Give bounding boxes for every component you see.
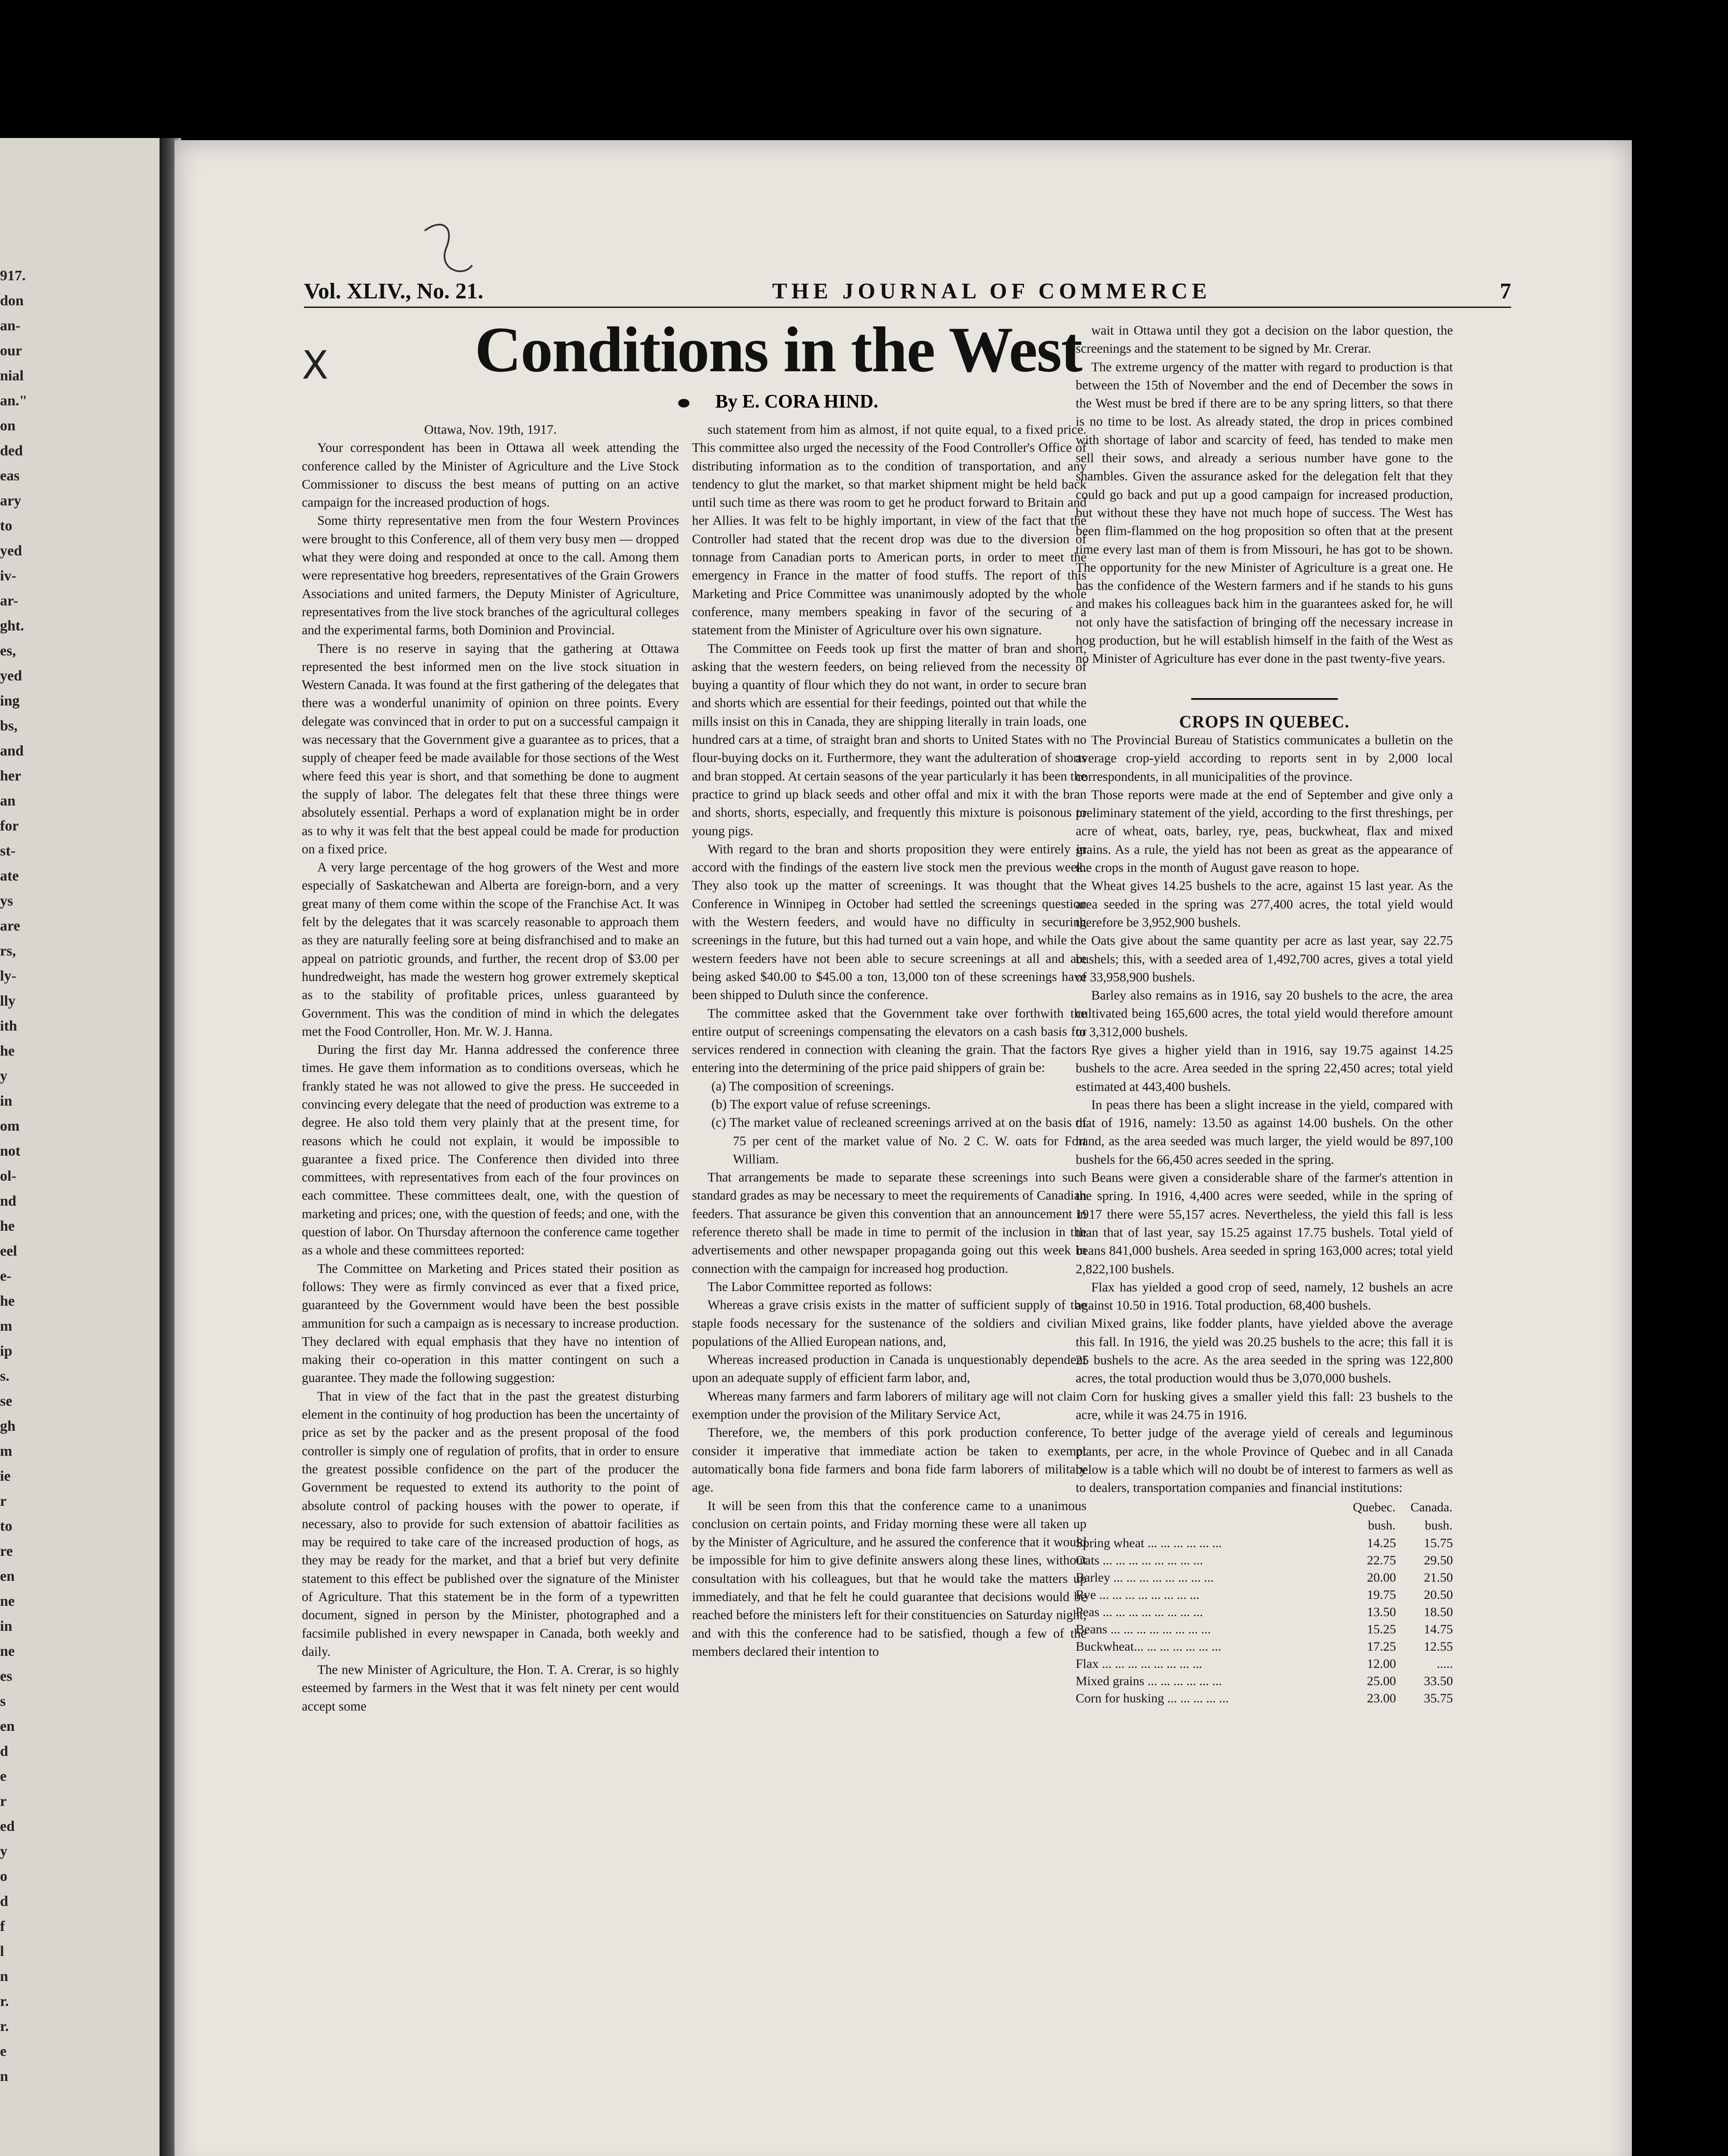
quebec-value: 23.00 — [1367, 1691, 1396, 1706]
article-byline — [390, 390, 1166, 412]
paragraph: To better judge of the average yield of cereals and leguminous plants, per acre, in the whole Province of Quebec and in all Canada below is a table which will no doubt be of interest to farmers as well as to dealers, transportation companies and financial institutions: — [1076, 1426, 1453, 1495]
left-page-fragment: es — [0, 1668, 13, 1684]
volume-number: Vol. XLIV., No. 21. — [304, 279, 484, 304]
quebec-value: 17.25 — [1367, 1639, 1396, 1654]
table-row — [1076, 1535, 1453, 1552]
left-page-fragment: on — [0, 418, 16, 434]
left-page-fragment: eel — [0, 1243, 17, 1259]
dateline: Ottawa, Nov. 19th, 1917. — [424, 422, 557, 437]
crop-name: Spring wheat ... ... ... ... ... ... — [1076, 1536, 1222, 1551]
article-column-1 — [302, 420, 679, 1715]
left-page-fragment: e — [0, 1768, 7, 1784]
paragraph: Rye gives a higher yield than in 1916, say 19.75 against 14.25 bushels to the acre. Area seeded in the spring 22,450 acres; total yield estimated at 443,400 bushels. — [1076, 1042, 1453, 1094]
left-page-fragment: ne — [0, 1643, 15, 1659]
crop-name: Flax ... ... ... ... ... ... ... ... — [1076, 1657, 1202, 1671]
left-page-fragment: ol- — [0, 1168, 16, 1184]
left-page-fragment: r. — [0, 1993, 9, 2009]
table-row — [1076, 1586, 1453, 1604]
adjacent-page-edge — [0, 138, 160, 2156]
left-page-fragment: s. — [0, 1368, 9, 1384]
paragraph: It will be seen from this that the conference came to a unanimous conclusion on certain points, and Friday morning these were all taken up by the Minister of Agriculture, and he assured the conference that it would be impossible for him to give definite answers along these lines, without consultation with his colleagues, but that he would take the matters up immediately, and that he felt he could guarantee that decisions would be reached before the ministers left for their constituencies on Saturday night, and with this the conference had to be satisfied, though a few of the members declared their intention to — [692, 1498, 1086, 1659]
left-page-fragment: d — [0, 1743, 8, 1759]
left-page-fragment: an — [0, 793, 16, 809]
left-page-fragment: ate — [0, 868, 19, 884]
canada-value: 29.50 — [1424, 1553, 1453, 1568]
table-row — [1076, 1638, 1453, 1655]
paragraph: The Committee on Feeds took up first the matter of bran and short, asking that the western feeders, on being relieved from the necessity of buying a quantity of flour which they do not want, in order to secure bran and shorts which are essential for their feedings, pointed out that while the mills insist on this in Canada, they are shipping literally in train loads, one hundred cars at a time, of straight bran and shorts to United States with no flour-buying docks on it. Furthermore, they want the adulteration of shorts and bran stopped. At certain seasons of the year particularly it has been the practice to grind up black seeds and other offal and mix it with the bran and shorts, shorts, especially, and frequently this mixture is poisonous to young pigs. — [692, 641, 1086, 838]
canada-value: ..... — [1437, 1657, 1453, 1671]
paragraph: Those reports were made at the end of September and give only a preliminary statement of the yield, according to the first threshings, per acre of wheat, oats, barley, rye, peas, buckwheat, flax and mixed grains. As a rule, the yield has not been as great as the appearance of the crops in the month of August gave reason to hope. — [1076, 787, 1453, 875]
left-page-fragment: ly- — [0, 968, 16, 984]
table-header-row — [1076, 1498, 1453, 1517]
left-page-fragment: s — [0, 1693, 6, 1709]
canada-value: 20.50 — [1424, 1588, 1453, 1602]
left-page-fragment: n — [0, 1968, 8, 1984]
left-page-fragment: m — [0, 1443, 13, 1459]
article-title: Conditions in the West — [475, 314, 1082, 385]
left-page-fragment: eas — [0, 468, 20, 484]
paragraph: Your correspondent has been in Ottawa all week attending the conference called by the Minister of Agriculture and the Live Stock Commissioner to discuss the best means of putting on an active campaign for the increased production of hogs. — [302, 440, 679, 510]
paragraph: That in view of the fact that in the past the greatest disturbing element in the continuity of hog production has been the uncertainty of price as set by the packer and as the present proposal of the food controller is simply one of regulation of profits, that in order to ensure the greatest possible confidence on the part of the producer the Government be requested to extend its authority to the point of absolute control of packing houses with the power to operate, if necessary, also to provide for such extension of abattoir facilities as may be required to take care of the increased production of hogs, as they may be ready for the market, and that a brief but very definite statement to this effect be published over the signature of the Minister of Agriculture. That this statement be in the form of a typewritten document, signed in person by the Minister, photographed and a facsimile published in every newspaper in Canada, both weekly and daily. — [302, 1388, 679, 1659]
left-page-fragment: yed — [0, 668, 22, 684]
crop-name: Oats ... ... ... ... ... ... ... ... — [1076, 1553, 1203, 1568]
paragraph: The extreme urgency of the matter with regard to production is that between the 15th of November and the end of December the sows in the West must be bred if there are to be any spring litters, so that there is no time to be lost. As already stated, the drop in prices combined with shortage of labor and scarcity of feed, has tended to make men sell their sows, and already a serious number have gone to the shambles. Given the assurance asked for the delegation felt that they could go back and put up a good campaign for increased production, but without these they have not much hope of success. The West has been flim-flammed on the hog proposition so often that at the present time every last man of them is from Missouri, he has got to be shown. The opportunity for the new Minister of Agriculture is a great one. He has the confidence of the Western farmers and if he stands to his guns and makes his colleagues back him in the guarantees asked for, he will not only have the satisfaction of bringing off the necessary increase in hog production, but he will establish himself in the faith of the West as no Minister of Agriculture has ever done in the past twenty-five years. — [1076, 359, 1453, 666]
left-page-fragment: es, — [0, 643, 16, 659]
paragraph: Flax has yielded a good crop of seed, namely, 12 bushels an acre against 10.50 in 1916. Total production, 68,400 bushels. — [1076, 1279, 1453, 1313]
left-page-fragment: re — [0, 1543, 13, 1559]
paragraph: Whereas increased production in Canada is unquestionably dependent upon an adequate supply of efficient farm labor, and, — [692, 1352, 1086, 1385]
left-page-fragment: r — [0, 1793, 7, 1809]
quebec-value: 15.25 — [1367, 1622, 1396, 1637]
crop-name: Corn for husking ... ... ... ... ... — [1076, 1691, 1229, 1706]
paragraph: wait in Ottawa until they got a decision on the labor question, the screenings and the statement to be signed by Mr. Crerar. — [1076, 323, 1453, 356]
left-page-fragment: iv- — [0, 568, 16, 584]
list-item: (b) The export value of refuse screenings. — [711, 1097, 931, 1112]
left-page-fragment: to — [0, 518, 13, 534]
left-page-fragment: r — [0, 1493, 7, 1509]
section-divider — [1191, 698, 1338, 700]
table-row — [1076, 1690, 1453, 1707]
left-page-fragment: l — [0, 1943, 4, 1959]
left-page-fragment: ing — [0, 693, 20, 709]
left-page-fragment: ary — [0, 493, 22, 509]
margin-x-mark: X — [302, 343, 329, 388]
canada-value: 35.75 — [1424, 1691, 1453, 1706]
left-page-fragment: e- — [0, 1268, 12, 1284]
column-2-list — [692, 1077, 1086, 1168]
crop-name: Mixed grains ... ... ... ... ... ... — [1076, 1674, 1222, 1689]
paragraph: Beans were given a considerable share of the farmer's attention in the spring. In 1916, 4,400 acres were seeded, while in the spring of 1917 there were 55,157 acres. Nevertheless, the yield this fall is less than that of last year, say 15.25 against 17.75 bushels. Total yield of beans 841,000 bushels. Area seeded in spring 163,000 acres; total yield 2,822,100 bushels. — [1076, 1170, 1453, 1276]
table-row — [1076, 1604, 1453, 1621]
canada-value: 12.55 — [1424, 1639, 1453, 1654]
quebec-column-header: Quebec. — [1352, 1500, 1396, 1515]
bullet-icon — [678, 399, 689, 407]
left-page-fragment: in — [0, 1093, 13, 1109]
left-page-fragment: and — [0, 743, 24, 759]
table-row — [1076, 1621, 1453, 1638]
left-page-fragment: ys — [0, 893, 13, 909]
left-page-fragment: he — [0, 1218, 15, 1234]
left-page-fragment: don — [0, 293, 24, 309]
left-page-fragment: he — [0, 1293, 15, 1309]
quebec-value: 13.50 — [1367, 1605, 1396, 1620]
crop-name: Rye ... ... ... ... ... ... ... ... — [1076, 1588, 1200, 1602]
quebec-value: 19.75 — [1367, 1588, 1396, 1602]
list-item: (c) The market value of recleaned screenings arrived at on the basis of 75 per cent of the market value of No. 2 C. W. oats for Fort William. — [711, 1115, 1086, 1166]
left-page-fragment: ith — [0, 1018, 17, 1034]
paragraph: That arrangements be made to separate these screenings into such standard grades as may be necessary to meet the requirements of Canadian feeders. That assurance be given this convention that an announcement in reference thereto shall be made in time to permit of the inclusion in the advertisements and other newspaper propaganda going out this week in connection with the campaign for increased hog production. — [692, 1170, 1086, 1276]
left-page-fragment: are — [0, 918, 20, 934]
column-2-paragraphs — [692, 420, 1086, 1077]
paragraph: Corn for husking gives a smaller yield this fall: 23 bushels to the acre, while it was 24.75 in 1916. — [1076, 1389, 1453, 1422]
left-page-fragment: nial — [0, 368, 24, 384]
left-page-fragment: f — [0, 1918, 5, 1934]
canada-unit: bush. — [1424, 1518, 1453, 1533]
quebec-value: 22.75 — [1367, 1553, 1396, 1568]
quebec-heading: CROPS IN QUEBEC. — [1179, 711, 1349, 731]
canada-column-header: Canada. — [1410, 1500, 1453, 1515]
paragraph: Whereas many farmers and farm laborers of military age will not claim exemption under the provision of the Military Service Act, — [692, 1388, 1086, 1422]
left-page-fragment: bs, — [0, 718, 18, 734]
left-page-fragment: ie — [0, 1468, 11, 1484]
left-page-fragment: om — [0, 1118, 20, 1134]
paragraph: The Provincial Bureau of Statistics communicates a bulletin on the average crop-yield according to reports sent in by 2,000 local correspondents, in all municipalities of the province. — [1076, 732, 1453, 784]
quebec-value: 14.25 — [1367, 1536, 1396, 1551]
table-row — [1076, 1655, 1453, 1673]
crop-name: Buckwheat... ... ... ... ... ... ... — [1076, 1639, 1221, 1654]
crop-name: Peas ... ... ... ... ... ... ... ... — [1076, 1605, 1203, 1620]
canada-value: 14.75 — [1424, 1622, 1453, 1637]
left-page-fragment: m — [0, 1318, 13, 1334]
canada-value: 18.50 — [1424, 1605, 1453, 1620]
page-header — [304, 270, 1511, 308]
paragraph: Wheat gives 14.25 bushels to the acre, against 15 last year. As the area seeded in the spring was 277,400 acres, the total yield would therefore be 3,952,900 bushels. — [1076, 878, 1453, 930]
article-column-2 — [692, 420, 1086, 1661]
left-page-fragment: en — [0, 1718, 15, 1734]
crop-name: Beans ... ... ... ... ... ... ... ... — [1076, 1622, 1211, 1637]
left-page-fragment: e — [0, 2043, 7, 2059]
left-page-fragment: st- — [0, 843, 16, 859]
paragraph: A very large percentage of the hog growers of the West and more especially of Saskatchewan and Alberta are foreign-born, and a very great many of them come within the scope of the Franchise Act. It was felt by the delegates that it was scarcely reasonable to approach them as they are naturally feeling sore at being disfranchised and to make an appeal on patriotic grounds, and further, the recent drop of $3.00 per hundredweight, has made the western hog grower extremely skeptical as to the stability of profitable prices, unless guaranteed by Government. This was the condition of mind in which the delegates met the Food Controller, Hon. Mr. W. J. Hanna. — [302, 860, 679, 1039]
left-page-fragment: our — [0, 343, 22, 359]
quebec-value: 20.00 — [1367, 1570, 1396, 1585]
left-page-fragment: nd — [0, 1193, 16, 1209]
left-page-fragment: an- — [0, 318, 21, 334]
table-row — [1076, 1552, 1453, 1569]
paragraph: In peas there has been a slight increase in the yield, compared with that of 1916, namely: 13.50 as against 14.00 bushels. On the other hand, as the area seeded was much larger, the yield would be 897,100 bushels for the 66,450 acres seeded in the spring. — [1076, 1097, 1453, 1167]
left-page-fragment: d — [0, 1893, 8, 1909]
canada-value: 33.50 — [1424, 1674, 1453, 1689]
left-page-fragment: in — [0, 1618, 13, 1634]
column-1-paragraphs — [302, 439, 679, 1715]
left-page-fragment: rs, — [0, 943, 16, 959]
paragraph: Therefore, we, the members of this pork production conference, consider it imperative that immediate action be taken to exempt automatically bona fide farmers and bona fide farm laborers of military age. — [692, 1425, 1086, 1495]
left-page-fragment: to — [0, 1518, 13, 1534]
left-page-fragment: lly — [0, 993, 16, 1009]
table-unit-row — [1076, 1517, 1453, 1535]
left-page-fragment: o — [0, 1868, 7, 1884]
left-page-fragment: ght. — [0, 618, 24, 634]
paragraph: Some thirty representative men from the four Western Provinces were brought to this Conference, all of them very busy men — dropped what they were doing and responded at once to the call. Among them were representative hog breeders, representatives of the Grain Growers Associations and united farmers, the Deputy Minister of Agriculture, representatives from the live stock branches of the agricultural colleges and the experimental farms, both Dominion and Provincial. — [302, 513, 679, 638]
left-page-fragment: her — [0, 768, 22, 784]
left-page-fragment: r. — [0, 2018, 9, 2034]
left-page-fragment: ip — [0, 1343, 13, 1359]
list-item: (a) The composition of screenings. — [711, 1078, 894, 1094]
page-number: 7 — [1500, 279, 1511, 304]
paragraph: With regard to the bran and shorts proposition they were entirely in accord with the findings of the eastern live stock men the previous week. They also took up the matter of screenings. It was thought that the Conference in Winnipeg in October had settled the screenings question with the Western feeders, and would have no difficulty in securing screenings in the future, but this had turned out a vain hope, and while the western feeders have not been able to secure screenings at all and are being asked $40.00 to $45.00 a ton, 13,000 ton of these screenings have been shipped to Duluth since the conference. — [692, 841, 1086, 1003]
paragraph: Mixed grains, like fodder plants, have yielded above the average this fall. In 1916, the yield was 20.25 bushels to the acre; this fall it is 25 bushels to the acre. As the area seeded in the spring was 122,800 acres, the total production would thus be 3,070,000 bushels. — [1076, 1316, 1453, 1386]
quebec-unit: bush. — [1368, 1518, 1396, 1533]
left-page-fragment: y — [0, 1068, 7, 1084]
canada-value: 21.50 — [1424, 1570, 1453, 1585]
left-page-fragment: for — [0, 818, 19, 834]
paragraph: The Labor Committee reported as follows: — [707, 1279, 932, 1294]
quebec-value: 25.00 — [1367, 1674, 1396, 1689]
column-2-continued — [692, 1168, 1086, 1661]
left-page-fragment: yed — [0, 543, 22, 559]
left-page-fragment: ne — [0, 1593, 15, 1609]
left-page-fragment: not — [0, 1143, 21, 1159]
left-page-fragment: 917. — [0, 268, 26, 284]
left-page-fragment: y — [0, 1843, 7, 1859]
table-row — [1076, 1673, 1453, 1690]
paragraph: The committee asked that the Government take over forthwith the entire output of screenings compensating the elevators on a cash basis for services rendered in connection with cleaning the grain. That the factors entering into the determining of the price paid shippers of grain be: — [692, 1006, 1086, 1075]
left-page-fragment: se — [0, 1393, 13, 1409]
crop-yield-table — [1076, 1498, 1453, 1707]
byline-text: By E. CORA HIND. — [715, 391, 878, 412]
left-page-fragment: n — [0, 2068, 8, 2084]
journal-name: THE JOURNAL OF COMMERCE — [772, 279, 1211, 304]
left-page-fragment: an." — [0, 393, 28, 409]
quebec-paragraphs — [1076, 731, 1453, 1497]
left-page-fragment: ded — [0, 443, 23, 459]
paragraph: The new Minister of Agriculture, the Hon. T. A. Crerar, is so highly esteemed by farmers in the West that it was felt ninety per cent would accept some — [302, 1662, 679, 1714]
left-page-fragment: he — [0, 1043, 15, 1059]
paragraph: During the first day Mr. Hanna addressed the conference three times. He gave them information as to conditions overseas, which he frankly stated he was not allowed to give the press. He succeeded in convincing every delegate that the need of production was extreme to a degree. He also told them very plainly that at the present time, for reasons which he could not explain, it would be impossible to guarantee a fixed price. The Conference then divided into three committees, with representatives from each of the four provinces on each committee. These committees dealt, one, with the question of marketing and prices; one, with the question of feeds; and one, with the question of labor. On Thursday afternoon the conference came together as a whole and these committees reported: — [302, 1042, 679, 1258]
paragraph: Barley also remains as in 1916, say 20 bushels to the acre, the area cultivated being 165,600 acres, the total yield would therefore amount to 3,312,000 bushels. — [1076, 988, 1453, 1039]
paragraph: Oats give about the same quantity per acre as last year, say 22.75 bushels; this, with a seeded area of 1,492,700 acres, gives a total yield of 33,958,900 bushels. — [1076, 933, 1453, 984]
canada-value: 15.75 — [1424, 1536, 1453, 1551]
newspaper-page — [175, 140, 1632, 2156]
crop-name: Barley ... ... ... ... ... ... ... ... — [1076, 1570, 1214, 1585]
paragraph: Whereas a grave crisis exists in the matter of sufficient supply of the staple foods necessary for the sustenance of the soldiers and civilian populations of the Allied European nations, and, — [692, 1297, 1086, 1349]
left-page-fragment: gh — [0, 1418, 16, 1434]
paragraph: such statement from him as almost, if not quite equal, to a fixed price. This committee also urged the necessity of the Food Controller's Office of distributing information as to the condition of transportation, and any tendency to glut the market, so that market shipment might be held back until such time as there was room to get he product forward to Britain and her Allies. It was felt to be highly important, in view of the fact that the Controller had stated that the recent drop was due to the diversion of tonnage from Canadian ports to American ports, in order to meet the emergency in France in the matter of food stuffs. The report of this Marketing and Price Committee was unanimously adopted by the whole conference, many members speaking in favor of the securing of a statement from the Minister of Agriculture over his own signature. — [692, 422, 1086, 638]
left-page-fragment: ed — [0, 1818, 15, 1834]
left-page-fragment: en — [0, 1568, 15, 1584]
table-row — [1076, 1569, 1453, 1586]
paragraph: There is no reserve in saying that the gathering at Ottawa represented the best informed men on the live stock situation in Western Canada. It was found at the first gathering of the delegates that there was a wonderful unanimity of opinion on three points. Every delegate was convinced that in order to put on a successful campaign it was necessary that the Government give a guarantee as to prices, that a supply of cheaper feed be made available for those sections of the West where feed this year is short, and that something be done to augment the supply of labor. The delegates felt that these three things were absolutely essential. Perhaps a word of explanation might be in order as to why it was felt that the best appeal could be made for production on a fixed price. — [302, 641, 679, 856]
article-column-3 — [1076, 321, 1453, 1707]
column-3-paragraphs — [1076, 321, 1453, 668]
quebec-value: 12.00 — [1367, 1657, 1396, 1671]
paragraph: The Committee on Marketing and Prices stated their position as follows: They were as firmly convinced as ever that a fixed price, guaranteed by the Government would have been the best possible ammunition for such a campaign as is necessary to increase production. They declared with equal emphasis that they have no intention of making their co-operation in this matter contingent on such a guarantee. They made the following suggestion: — [302, 1261, 679, 1385]
left-page-fragment: ar- — [0, 593, 19, 609]
